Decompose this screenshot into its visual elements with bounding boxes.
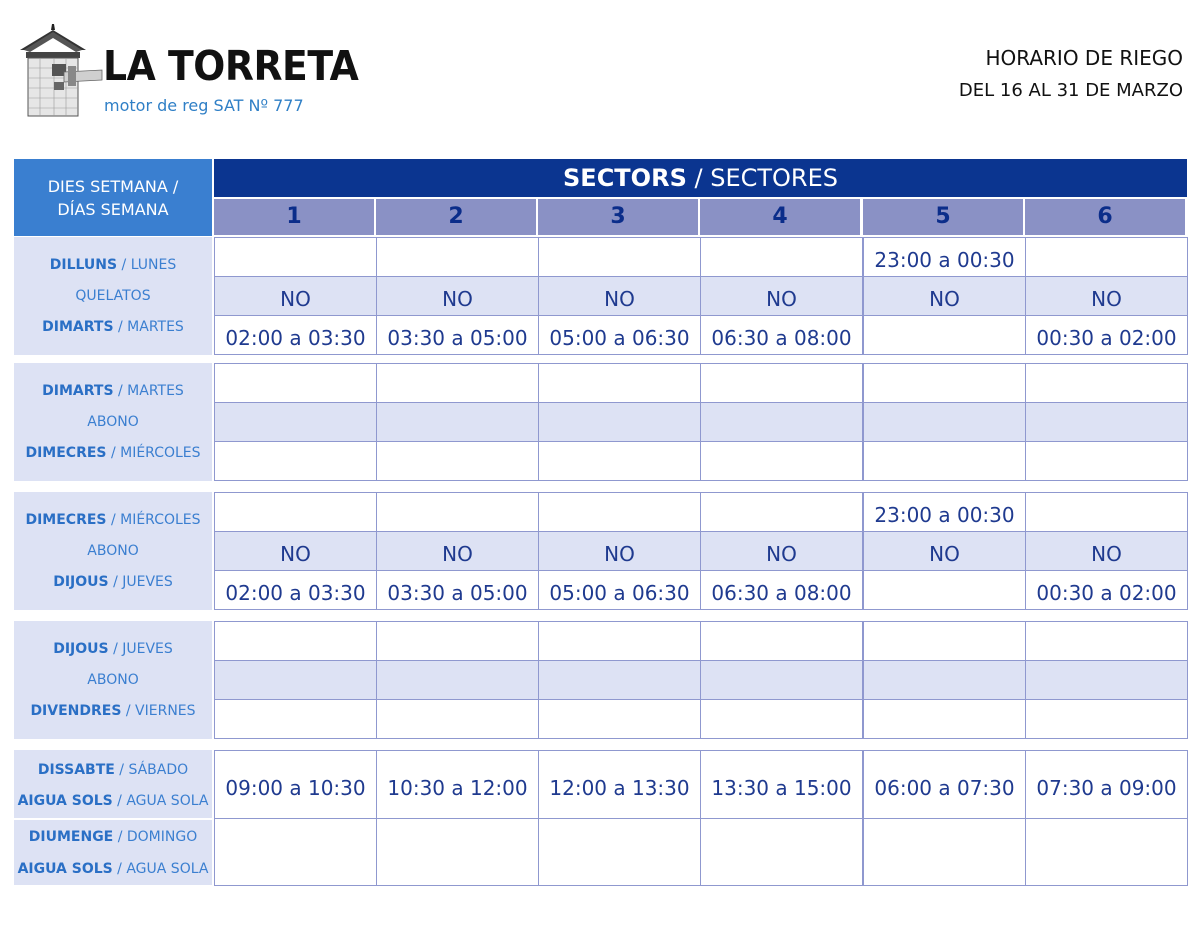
schedule-cell	[700, 492, 863, 532]
schedule-cell	[1025, 363, 1188, 403]
day-label-4-1	[14, 642, 212, 656]
saturday-label	[14, 750, 212, 818]
schedule-cell	[376, 441, 539, 481]
day-label-1-3-text: / MARTES	[113, 319, 184, 335]
schedule-cell	[1025, 237, 1188, 277]
day-label-2-3-text: / MIÉRCOLES	[106, 445, 201, 461]
sector-number-2: 2	[376, 199, 536, 235]
schedule-cell	[376, 237, 539, 277]
day-label-2-2-text: ABONO	[87, 414, 139, 430]
schedule-cell: NO	[214, 531, 377, 571]
sectores-label: / SECTORES	[686, 164, 838, 192]
tower-logo-icon	[14, 22, 104, 118]
saturday-label-line1-bold: DISSABTE	[37, 762, 115, 778]
sunday-label-line1	[14, 830, 212, 844]
schedule-cell	[700, 699, 863, 739]
schedule-cell	[863, 699, 1026, 739]
schedule-cell: NO	[376, 531, 539, 571]
day-label-3-3-bold: DIJOUS	[53, 574, 109, 590]
schedule-cell: 05:00 a 06:30	[538, 315, 701, 355]
day-label-4-1-text: / JUEVES	[108, 641, 173, 657]
days-header-line1: DIES SETMANA /	[47, 177, 179, 196]
schedule-cell	[700, 818, 863, 886]
day-label-3-3	[14, 575, 212, 589]
sector-number-1: 1	[214, 199, 374, 235]
day-label-1-2-text: QUELATOS	[75, 288, 151, 304]
schedule-cell: 00:30 a 02:00	[1025, 315, 1188, 355]
schedule-cell	[214, 402, 377, 442]
schedule-cell	[863, 570, 1026, 610]
schedule-cell	[1025, 402, 1188, 442]
schedule-cell: 23:00 a 00:30	[863, 237, 1026, 277]
schedule-cell	[863, 660, 1026, 700]
schedule-cell: NO	[214, 276, 377, 316]
schedule-cell: 10:30 a 12:00	[376, 750, 539, 819]
schedule-cell	[863, 621, 1026, 661]
schedule-cell: NO	[700, 531, 863, 571]
schedule-cell: NO	[1025, 531, 1188, 571]
day-label-2-2	[14, 415, 212, 429]
page-title: HORARIO DE RIEGO	[985, 46, 1183, 70]
day-label-2-1-bold: DIMARTS	[42, 383, 114, 399]
schedule-cell	[214, 237, 377, 277]
schedule-cell	[538, 621, 701, 661]
sunday-label-line2	[14, 862, 212, 876]
sunday-label-line1-bold: DIUMENGE	[28, 829, 114, 845]
day-group-label-4	[14, 621, 212, 739]
schedule-cell: NO	[1025, 276, 1188, 316]
schedule-cell	[376, 363, 539, 403]
day-label-2-1-text: / MARTES	[113, 383, 184, 399]
schedule-cell: 13:30 a 15:00	[700, 750, 863, 819]
schedule-cell: 02:00 a 03:30	[214, 570, 377, 610]
schedule-cell	[863, 402, 1026, 442]
sector-number-4: 4	[700, 199, 860, 235]
day-label-4-3	[14, 704, 212, 718]
saturday-label-line1	[14, 763, 212, 777]
schedule-cell	[538, 660, 701, 700]
schedule-cell	[538, 492, 701, 532]
schedule-cell	[863, 818, 1026, 886]
schedule-cell	[214, 660, 377, 700]
schedule-cell	[863, 315, 1026, 355]
brand-name: LA TORRETA	[103, 42, 359, 90]
schedule-cell	[700, 363, 863, 403]
day-label-4-3-text: / VIERNES	[121, 703, 196, 719]
schedule-cell: 02:00 a 03:30	[214, 315, 377, 355]
schedule-cell	[376, 402, 539, 442]
schedule-cell	[538, 402, 701, 442]
schedule-cell: 03:30 a 05:00	[376, 570, 539, 610]
schedule-cell	[538, 699, 701, 739]
day-label-3-1-bold: DIMECRES	[25, 512, 107, 528]
schedule-cell: 12:00 a 13:30	[538, 750, 701, 819]
day-label-4-1-bold: DIJOUS	[53, 641, 109, 657]
schedule-cell	[376, 492, 539, 532]
schedule-cell: 05:00 a 06:30	[538, 570, 701, 610]
day-label-3-1-text: / MIÉRCOLES	[106, 512, 201, 528]
day-label-2-3	[14, 446, 212, 460]
saturday-label-line2-text: / AGUA SOLA	[112, 793, 209, 809]
schedule-cell: 00:30 a 02:00	[1025, 570, 1188, 610]
sector-number-6: 6	[1025, 199, 1185, 235]
saturday-label-line2	[14, 794, 212, 808]
day-label-1-3-bold: DIMARTS	[42, 319, 114, 335]
schedule-cell: 23:00 a 00:30	[863, 492, 1026, 532]
schedule-cell	[700, 660, 863, 700]
schedule-cell	[863, 363, 1026, 403]
day-label-2-1	[14, 384, 212, 398]
day-group-label-3	[14, 492, 212, 610]
schedule-cell: NO	[863, 276, 1026, 316]
schedule-cell	[863, 441, 1026, 481]
sunday-label-line1-text: / DOMINGO	[113, 829, 198, 845]
schedule-cell	[376, 699, 539, 739]
day-label-3-2-text: ABONO	[87, 543, 139, 559]
schedule-cell	[700, 402, 863, 442]
schedule-cell	[538, 441, 701, 481]
day-group-label-2	[14, 363, 212, 481]
sunday-label	[14, 820, 212, 885]
schedule-cell	[1025, 699, 1188, 739]
schedule-cell	[538, 818, 701, 886]
page-subtitle: DEL 16 AL 31 DE MARZO	[958, 80, 1183, 101]
day-label-1-1-bold: DILLUNS	[49, 257, 118, 273]
day-label-1-2	[14, 289, 212, 303]
sectors-header	[214, 159, 1187, 197]
schedule-cell	[376, 660, 539, 700]
sector-number-5: 5	[863, 199, 1023, 235]
day-label-1-3	[14, 320, 212, 334]
schedule-cell	[214, 363, 377, 403]
schedule-cell	[1025, 492, 1188, 532]
day-label-1-1	[14, 258, 212, 272]
schedule-cell	[538, 237, 701, 277]
schedule-cell: NO	[376, 276, 539, 316]
days-header-line2: DÍAS SEMANA	[57, 200, 169, 219]
sectors-label: SECTORS	[563, 164, 687, 192]
schedule-cell	[700, 237, 863, 277]
day-label-4-2-text: ABONO	[87, 672, 139, 688]
days-header	[14, 159, 212, 236]
schedule-cell	[214, 492, 377, 532]
schedule-cell: 07:30 a 09:00	[1025, 750, 1188, 819]
day-label-3-2	[14, 544, 212, 558]
schedule-cell	[700, 621, 863, 661]
schedule-cell: 03:30 a 05:00	[376, 315, 539, 355]
day-group-label-1	[14, 237, 212, 355]
schedule-cell	[700, 441, 863, 481]
schedule-cell	[1025, 621, 1188, 661]
schedule-cell: 09:00 a 10:30	[214, 750, 377, 819]
schedule-cell: NO	[538, 531, 701, 571]
day-label-3-3-text: / JUEVES	[108, 574, 173, 590]
schedule-cell	[1025, 818, 1188, 886]
day-label-4-3-bold: DIVENDRES	[30, 703, 122, 719]
saturday-label-line1-text: / SÁBADO	[114, 762, 189, 778]
schedule-cell	[376, 818, 539, 886]
schedule-cell: 06:00 a 07:30	[863, 750, 1026, 819]
schedule-cell: NO	[863, 531, 1026, 571]
day-label-3-1	[14, 513, 212, 527]
schedule-cell	[214, 441, 377, 481]
day-label-4-2	[14, 673, 212, 687]
schedule-cell	[1025, 660, 1188, 700]
schedule-cell: 06:30 a 08:00	[700, 315, 863, 355]
saturday-label-line2-bold: AIGUA SOLS	[17, 793, 113, 809]
sector-number-3: 3	[538, 199, 698, 235]
schedule-cell	[538, 363, 701, 403]
schedule-cell: 06:30 a 08:00	[700, 570, 863, 610]
day-label-2-3-bold: DIMECRES	[25, 445, 107, 461]
schedule-cell	[214, 818, 377, 886]
sunday-label-line2-text: / AGUA SOLA	[112, 861, 209, 877]
schedule-cell	[1025, 441, 1188, 481]
brand-subtitle: motor de reg SAT Nº 777	[104, 96, 304, 115]
schedule-cell: NO	[538, 276, 701, 316]
schedule-cell	[376, 621, 539, 661]
day-label-1-1-text: / LUNES	[117, 257, 177, 273]
schedule-cell	[214, 621, 377, 661]
sunday-label-line2-bold: AIGUA SOLS	[17, 861, 113, 877]
schedule-cell	[214, 699, 377, 739]
schedule-cell: NO	[700, 276, 863, 316]
